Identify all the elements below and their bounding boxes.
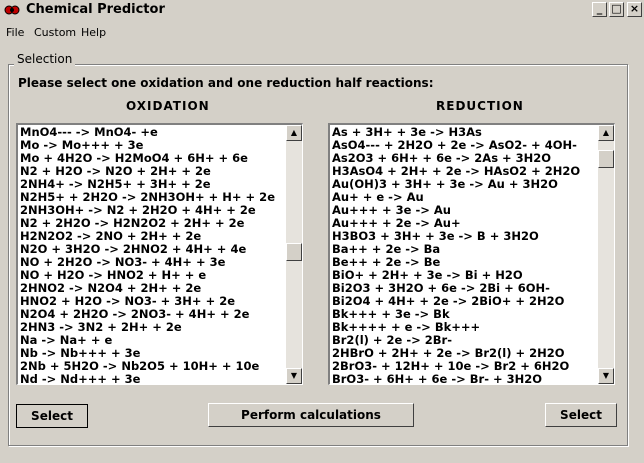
list-item[interactable]: Nd -> Nd+++ + 3e bbox=[20, 372, 141, 385]
list-item[interactable]: 2NH4+ -> N2H5+ + 3H+ + 2e bbox=[20, 177, 211, 191]
list-item[interactable]: BrO3- + 6H+ + 6e -> Br- + 3H2O bbox=[332, 372, 543, 385]
oxidation-list[interactable] bbox=[16, 123, 303, 385]
menu-bar bbox=[0, 24, 644, 42]
window-title: Chemical Predictor bbox=[26, 2, 165, 17]
reduction-scrollbar[interactable] bbox=[598, 125, 614, 384]
select-oxidation-button[interactable]: Select bbox=[16, 404, 88, 428]
list-item[interactable]: H3AsO4 + 2H+ + 2e -> HAsO2 + 2H2O bbox=[332, 164, 581, 178]
list-item[interactable]: BiO+ + 2H+ + 3e -> Bi + H2O bbox=[332, 268, 523, 282]
list-item[interactable]: Mo -> Mo+++ + 3e bbox=[20, 138, 144, 152]
instruction-text: Please select one oxidation and one reduction half reactions: bbox=[18, 76, 434, 90]
oxidation-items bbox=[20, 126, 284, 385]
list-item[interactable]: Bk++++ + e -> Bk+++ bbox=[332, 320, 481, 334]
molecule-icon bbox=[4, 3, 20, 17]
list-item[interactable]: Be++ + 2e -> Be bbox=[332, 255, 441, 269]
scroll-up-arrow-icon[interactable]: ▲ bbox=[286, 125, 302, 141]
list-item[interactable]: H2N2O2 -> 2NO + 2H+ + 2e bbox=[20, 229, 202, 243]
perform-calculations-button[interactable]: Perform calculations bbox=[208, 403, 414, 427]
list-item[interactable]: Ba++ + 2e -> Ba bbox=[332, 242, 441, 256]
reduction-items bbox=[332, 126, 596, 385]
list-item[interactable]: 2BrO3- + 12H+ + 10e -> Br2 + 6H2O bbox=[332, 359, 570, 373]
minimize-button[interactable]: _ bbox=[592, 2, 607, 17]
list-item[interactable]: HNO2 + H2O -> NO3- + 3H+ + 2e bbox=[20, 294, 236, 308]
list-item[interactable]: NO + H2O -> HNO2 + H+ + e bbox=[20, 268, 207, 282]
list-item[interactable]: 2HNO2 -> N2O4 + 2H+ + 2e bbox=[20, 281, 202, 295]
list-item[interactable]: N2O4 + 2H2O -> 2NO3- + 4H+ + 2e bbox=[20, 307, 250, 321]
scroll-up-arrow-icon[interactable]: ▲ bbox=[598, 125, 614, 141]
list-item[interactable]: N2 + H2O -> N2O + 2H+ + 2e bbox=[20, 164, 211, 178]
list-item[interactable]: 2HBrO + 2H+ + 2e -> Br2(l) + 2H2O bbox=[332, 346, 565, 360]
list-item[interactable]: Bk+++ + 3e -> Bk bbox=[332, 307, 450, 321]
list-item[interactable]: Br2(l) + 2e -> 2Br- bbox=[332, 333, 452, 347]
list-item[interactable]: Bi2O4 + 4H+ + 2e -> 2BiO+ + 2H2O bbox=[332, 294, 565, 308]
scroll-thumb[interactable] bbox=[286, 243, 302, 261]
menu-file[interactable]: File bbox=[6, 26, 25, 39]
list-item[interactable]: N2 + 2H2O -> H2N2O2 + 2H+ + 2e bbox=[20, 216, 245, 230]
list-item[interactable]: Au+++ + 3e -> Au bbox=[332, 203, 451, 217]
maximize-button[interactable]: □ bbox=[609, 2, 624, 17]
list-item[interactable]: AsO4--- + 2H2O + 2e -> AsO2- + 4OH- bbox=[332, 138, 577, 152]
scroll-down-arrow-icon[interactable]: ▼ bbox=[286, 368, 302, 384]
list-item[interactable]: Nb -> Nb+++ + 3e bbox=[20, 346, 141, 360]
reduction-header: REDUCTION bbox=[436, 99, 524, 113]
list-item[interactable]: 2HN3 -> 3N2 + 2H+ + 2e bbox=[20, 320, 182, 334]
list-item[interactable]: Au(OH)3 + 3H+ + 3e -> Au + 3H2O bbox=[332, 177, 558, 191]
selection-group-label: Selection bbox=[14, 52, 75, 66]
list-item[interactable]: Mo + 4H2O -> H2MoO4 + 6H+ + 6e bbox=[20, 151, 248, 165]
list-item[interactable]: As2O3 + 6H+ + 6e -> 2As + 3H2O bbox=[332, 151, 552, 165]
close-button[interactable]: × bbox=[627, 2, 642, 17]
list-item[interactable]: NO + 2H2O -> NO3- + 4H+ + 3e bbox=[20, 255, 226, 269]
menu-custom[interactable]: Custom bbox=[34, 26, 77, 39]
list-item[interactable]: Na -> Na+ + e bbox=[20, 333, 113, 347]
scroll-thumb[interactable] bbox=[598, 150, 614, 168]
list-item[interactable]: H3BO3 + 3H+ + 3e -> B + 3H2O bbox=[332, 229, 539, 243]
reduction-list[interactable] bbox=[328, 123, 615, 385]
oxidation-scrollbar[interactable] bbox=[286, 125, 302, 384]
menu-help[interactable]: Help bbox=[81, 26, 107, 39]
scroll-down-arrow-icon[interactable]: ▼ bbox=[598, 368, 614, 384]
oxidation-header: OXIDATION bbox=[126, 99, 210, 113]
list-item[interactable]: Au+++ + 2e -> Au+ bbox=[332, 216, 461, 230]
list-item[interactable]: N2H5+ + 2H2O -> 2NH3OH+ + H+ + 2e bbox=[20, 190, 275, 204]
select-reduction-button[interactable]: Select bbox=[545, 403, 617, 427]
list-item[interactable]: Bi2O3 + 3H2O + 6e -> 2Bi + 6OH- bbox=[332, 281, 550, 295]
list-item[interactable]: Au+ + e -> Au bbox=[332, 190, 424, 204]
list-item[interactable]: As + 3H+ + 3e -> H3As bbox=[332, 125, 482, 139]
list-item[interactable]: N2O + 3H2O -> 2HNO2 + 4H+ + 4e bbox=[20, 242, 247, 256]
list-item[interactable]: 2Nb + 5H2O -> Nb2O5 + 10H+ + 10e bbox=[20, 359, 260, 373]
title-bar bbox=[0, 0, 644, 22]
list-item[interactable]: MnO4--- -> MnO4- +e bbox=[20, 125, 158, 139]
list-item[interactable]: 2NH3OH+ -> N2 + 2H2O + 4H+ + 2e bbox=[20, 203, 256, 217]
